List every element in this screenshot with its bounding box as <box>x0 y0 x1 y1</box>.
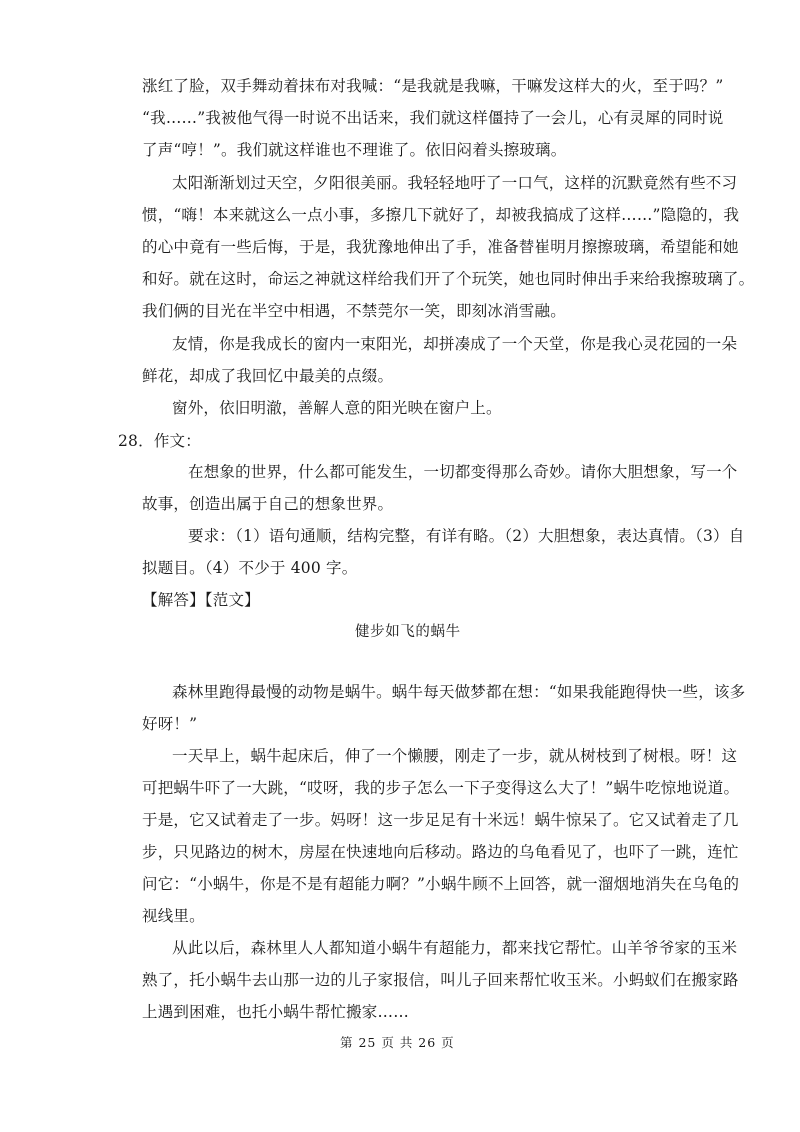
passage-line: 我们俩的目光在半空中相遇，不禁莞尔一笑，即刻冰消雪融。 <box>142 302 566 320</box>
essay-line: 视线里。 <box>142 907 205 925</box>
question-prompt: 故事，创造出属于自己的想象世界。 <box>142 495 394 513</box>
essay-line: 好呀！” <box>142 715 198 733</box>
essay-line: 可把蜗牛吓了一大跳，“哎呀，我的步子怎么一下子变得这么大了！”蜗牛吃惊地说道。 <box>142 779 740 797</box>
essay-line: 于是，它又试着走了一步。妈呀！这一步足足有十米远！蜗牛惊呆了。它又试着走了几 <box>142 811 739 829</box>
essay-line: 步，只见路边的树木，房屋在快速地向后移动。路边的乌龟看见了，也吓了一跳，连忙 <box>142 843 739 861</box>
question-requirements: 拟题目。（4）不少于 400 字。 <box>142 559 358 577</box>
essay-line: 熟了，托小蜗牛去山那一边的儿子家报信，叫儿子回来帮忙收玉米。小蚂蚁们在搬家路 <box>142 971 739 989</box>
passage-line: 太阳渐渐划过天空，夕阳很美丽。我轻轻地吁了一口气，这样的沉默竟然有些不习 <box>172 174 738 192</box>
passage-line: 窗外，依旧明澈，善解人意的阳光映在窗户上。 <box>172 399 502 417</box>
passage-line: 鲜花，却成了我回忆中最美的点缀。 <box>142 367 394 385</box>
essay-line: 一天早上，蜗牛起床后，伸了一个懒腰，刚走了一步，就从树枝到了树根。呀！这 <box>172 747 738 765</box>
essay-line: 从此以后，森林里人人都知道小蜗牛有超能力，都来找它帮忙。山羊爷爷家的玉米 <box>172 939 738 957</box>
passage-line: 了声“哼！”。我们就这样谁也不理谁了。依旧闷着头擦玻璃。 <box>142 141 567 159</box>
question-prompt: 在想象的世界，什么都可能发生，一切都变得那么奇妙。请你大胆想象，写一个 <box>188 463 738 481</box>
page-number: 第 25 页 共 26 页 <box>340 1035 455 1050</box>
question-requirements: 要求：（1）语句通顺，结构完整，有详有略。（2）大胆想象，表达真情。（3）自 <box>188 527 745 545</box>
passage-line: 和好。就在这时，命运之神就这样给我们开了个玩笑，她也同时伸出手来给我擦玻璃了。 <box>142 270 755 288</box>
essay-line: 上遇到困难，也托小蜗牛帮忙搬家…… <box>142 1003 409 1021</box>
essay-line: 问它：“小蜗牛，你是不是有超能力啊？”小蜗牛顾不上回答，就一溜烟地消失在乌龟的 <box>142 875 740 893</box>
passage-line: “我……”我被他气得一时说不出话来，我们就这样僵持了一会儿，心有灵犀的同时说 <box>142 109 724 127</box>
passage-line: 惯，“嗨！本来就这么一点小事，多擦几下就好了，却被我搞成了这样……”隐隐的，我 <box>142 206 740 224</box>
passage-line: 友情，你是我成长的窗内一束阳光，却拼凑成了一个天堂，你是我心灵花园的一朵 <box>172 335 738 353</box>
essay-line: 森林里跑得最慢的动物是蜗牛。蜗牛每天做梦都在想：“如果我能跑得快一些，该多 <box>172 683 746 701</box>
answer-label: 【解答】【范文】 <box>142 591 260 609</box>
question-number: 28．作文： <box>118 432 201 450</box>
passage-line: 的心中竟有一些后悔，于是，我犹豫地伸出了手，准备替崔明月擦擦玻璃，希望能和她 <box>142 238 739 256</box>
essay-title: 健步如飞的蜗牛 <box>355 624 461 640</box>
passage-line: 涨红了脸，双手舞动着抹布对我喊：“是我就是我嘛，干嘛发这样大的火，至于吗？” <box>142 77 724 95</box>
